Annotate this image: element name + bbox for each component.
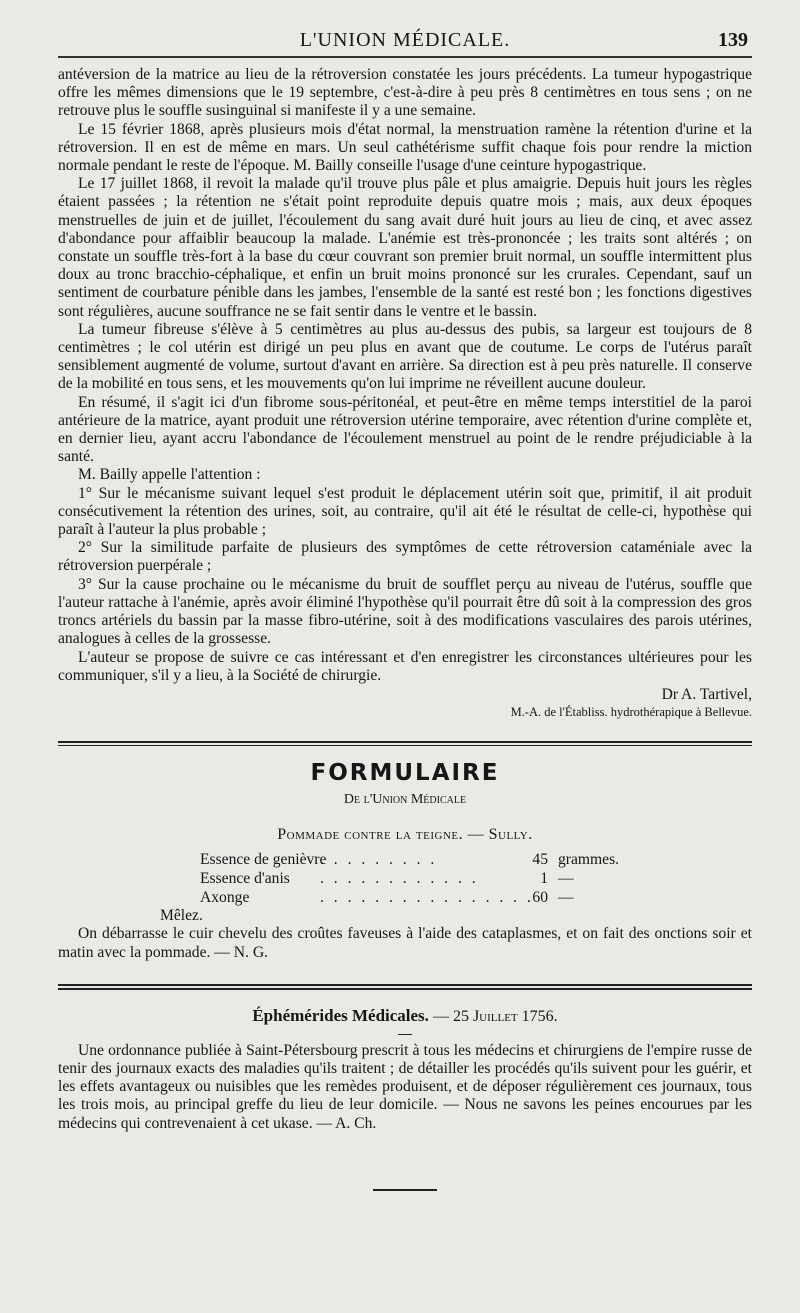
article-paragraph: Le 15 février 1868, après plusieurs mois d'état normal, la menstruation ramène la rétention d'urine et la rétroversion. Il en est de même en mars. Un seul cathétérisme suffit chaque fois pour rendre la miction normale pendant le reste de l'époque. M. Bailly conseille l'usage d'une ceinture hypogastrique. [58,120,752,175]
section-divider [58,984,752,990]
ingredient-quantity: 1 [540,870,548,888]
ingredient-name: Essence de genièvre [200,851,327,869]
leader-dots: . . . . . . . . . [320,851,438,869]
ingredient-list [58,850,752,907]
section-divider [58,741,752,746]
page-number: 139 [718,29,748,51]
ephemerides-heading [58,1006,752,1026]
ingredient-quantity: 60 [532,889,548,907]
mix-instruction: Mêlez. [160,907,203,925]
article-paragraph: 3° Sur la cause prochaine ou le mécanisme du bruit de soufflet perçu au niveau de l'utérus, souffle que l'auteur rattache à l'anémie, après avoir éliminé l'hypothèse qu'il pourrait être dû soit à la compression des gros troncs artériels du bassin par la masse fibro-utérine, soit à des modifications vasculaires des parois utérines, analogues à celles de la grossesse. [58,575,752,648]
ingredient-row [58,850,752,869]
ephemerides-title: Éphémérides Médicales. [252,1005,429,1025]
article-body [58,66,752,685]
article-paragraph: M. Bailly appelle l'attention : [78,466,261,484]
leader-dots: . . . . . . . . . . . . [320,870,479,888]
formulaire-heading: FORMULAIRE [310,760,500,787]
ingredient-row [58,888,752,907]
closing-rule [373,1189,437,1191]
recipe-instructions [58,907,752,962]
short-divider [398,1034,412,1035]
ephemerides-paragraph: Une ordonnance publiée à Saint-Pétersbourg prescrit à tous les médecins et chirurgiens de l'empire russe de tenir des journaux exacts des maladies qu'ils traitent ; de détailler les procédés qu'ils suivent pour les guérir, et les effets avantageux ou nuisibles que les remèdes produisent, et de déposer régulièrement ces journaux, tous les trois mois, au principal greffe du lieu de leur domicile. — Nous ne savons les peines encourues par les médecins qui contrevenaient à cet ukase. — A. Ch. [58,1041,752,1132]
ingredient-name: Axonge [200,889,250,907]
ephemerides-date: — 25 Juillet 1756. [432,1007,558,1025]
ingredient-name: Essence d'anis [200,870,290,888]
author-affiliation: M.-A. de l'Établiss. hydrothérapique à Bellevue. [510,705,752,720]
article-paragraph: antéversion de la matrice au lieu de la rétroversion constatée les jours précédents. La tumeur hypogastrique offre les mêmes dimensions que le 19 septembre, c'est-à-dire à peu près 8 centimètres en tous sens ; on ne retrouve plus le souffle susinguinal si manifeste il y a une semaine. [58,66,752,120]
formulaire-subheading: De l'Union Médicale [343,792,467,808]
article-paragraph: La tumeur fibreuse s'élève à 5 centimètres au plus au-dessus des pubis, sa largeur est toujours de 8 centimètres ; le col utérin est dirigé un peu plus en avant que de coutume. Le corps de l'utérus paraît sensiblement augmenté de volume, surtout d'avant en arrière. Sa direction est à peu près naturelle. Il conserve de la mobilité en tous sens, et les mouvements qu'on lui imprime ne réveillent aucune douleur. [58,320,752,393]
article-paragraph: En résumé, il s'agit ici d'un fibrome sous-péritonéal, et peut-être en même temps interstitiel de la paroi antérieure de la matrice, ayant produit une rétroversion utérine temporaire, avec rétention d'urine complète et, en dernier lieu, ayant accru l'abondance de l'écoulement menstruel au point de le rendre préjudiciable à la santé. [58,393,752,466]
article-paragraph: Le 17 juillet 1868, il revoit la malade qu'il trouve plus pâle et plus amaigrie. Depuis huit jours les règles étaient passées ; la rétention ne s'était point reproduite depuis quatre mois ; mais, aux deux époques menstruelles de juin et de juillet, l'écoulement du sang avait duré huit jours au lieu de cinq, et avec assez d'abondance pour affaiblir beaucoup la malade. L'anémie est très-prononcée ; les traits sont altérés ; on constate un souffle très-fort à la base du cœur couvrant son premier bruit normal, un souffle intermittent plus doux au tronc bracchio-céphalique, et enfin un bruit moins prononcé sur les crurales. Cependant, sauf un sentiment de courbature pénible dans les jambes, l'ensemble de la santé est resté bon ; les fonctions digestives sont régulières, aucune souffrance ne se fait sentir dans le ventre et le bassin. [58,175,752,320]
ingredient-unit: grammes. [558,851,620,869]
article-paragraph: 2° Sur la similitude parfaite de plusieurs des symptômes de cette rétroversion cataméniale avec la rétroversion puerpérale ; [58,539,752,575]
author-signature: Dr A. Tartivel, [661,685,752,703]
recipe-title: Pommade contre la teigne. — Sully. [277,826,533,844]
running-title: L'UNION MÉDICALE. [299,29,511,51]
ingredient-quantity: 45 [532,851,548,869]
ephemerides-body [58,1042,752,1133]
ingredient-row [58,869,752,888]
article-paragraph: 1° Sur le mécanisme suivant lequel s'est produit le déplacement utérin soit que, primitif, il ait produit consécutivement la rétention des urines, soit, au contraire, qu'il ait été le résultat de celle-ci, hypothèse qui paraît à l'auteur la plus probable ; [58,484,752,539]
ingredient-unit: — [558,889,574,907]
ingredient-unit: — [558,870,574,888]
recipe-usage: On débarrasse le cuir chevelu des croûtes faveuses à l'aide des cataplasmes, et on fait des onctions soir et matin avec la pommade. — N. G. [58,925,752,961]
running-header [58,22,752,58]
leader-dots: . . . . . . . . . . . . . . . . [320,889,534,907]
article-paragraph: L'auteur se propose de suivre ce cas intéressant et d'en enregistrer les circonstances ultérieures pour les communiquer, s'il y a lieu, à la Société de chirurgie. [58,648,752,684]
